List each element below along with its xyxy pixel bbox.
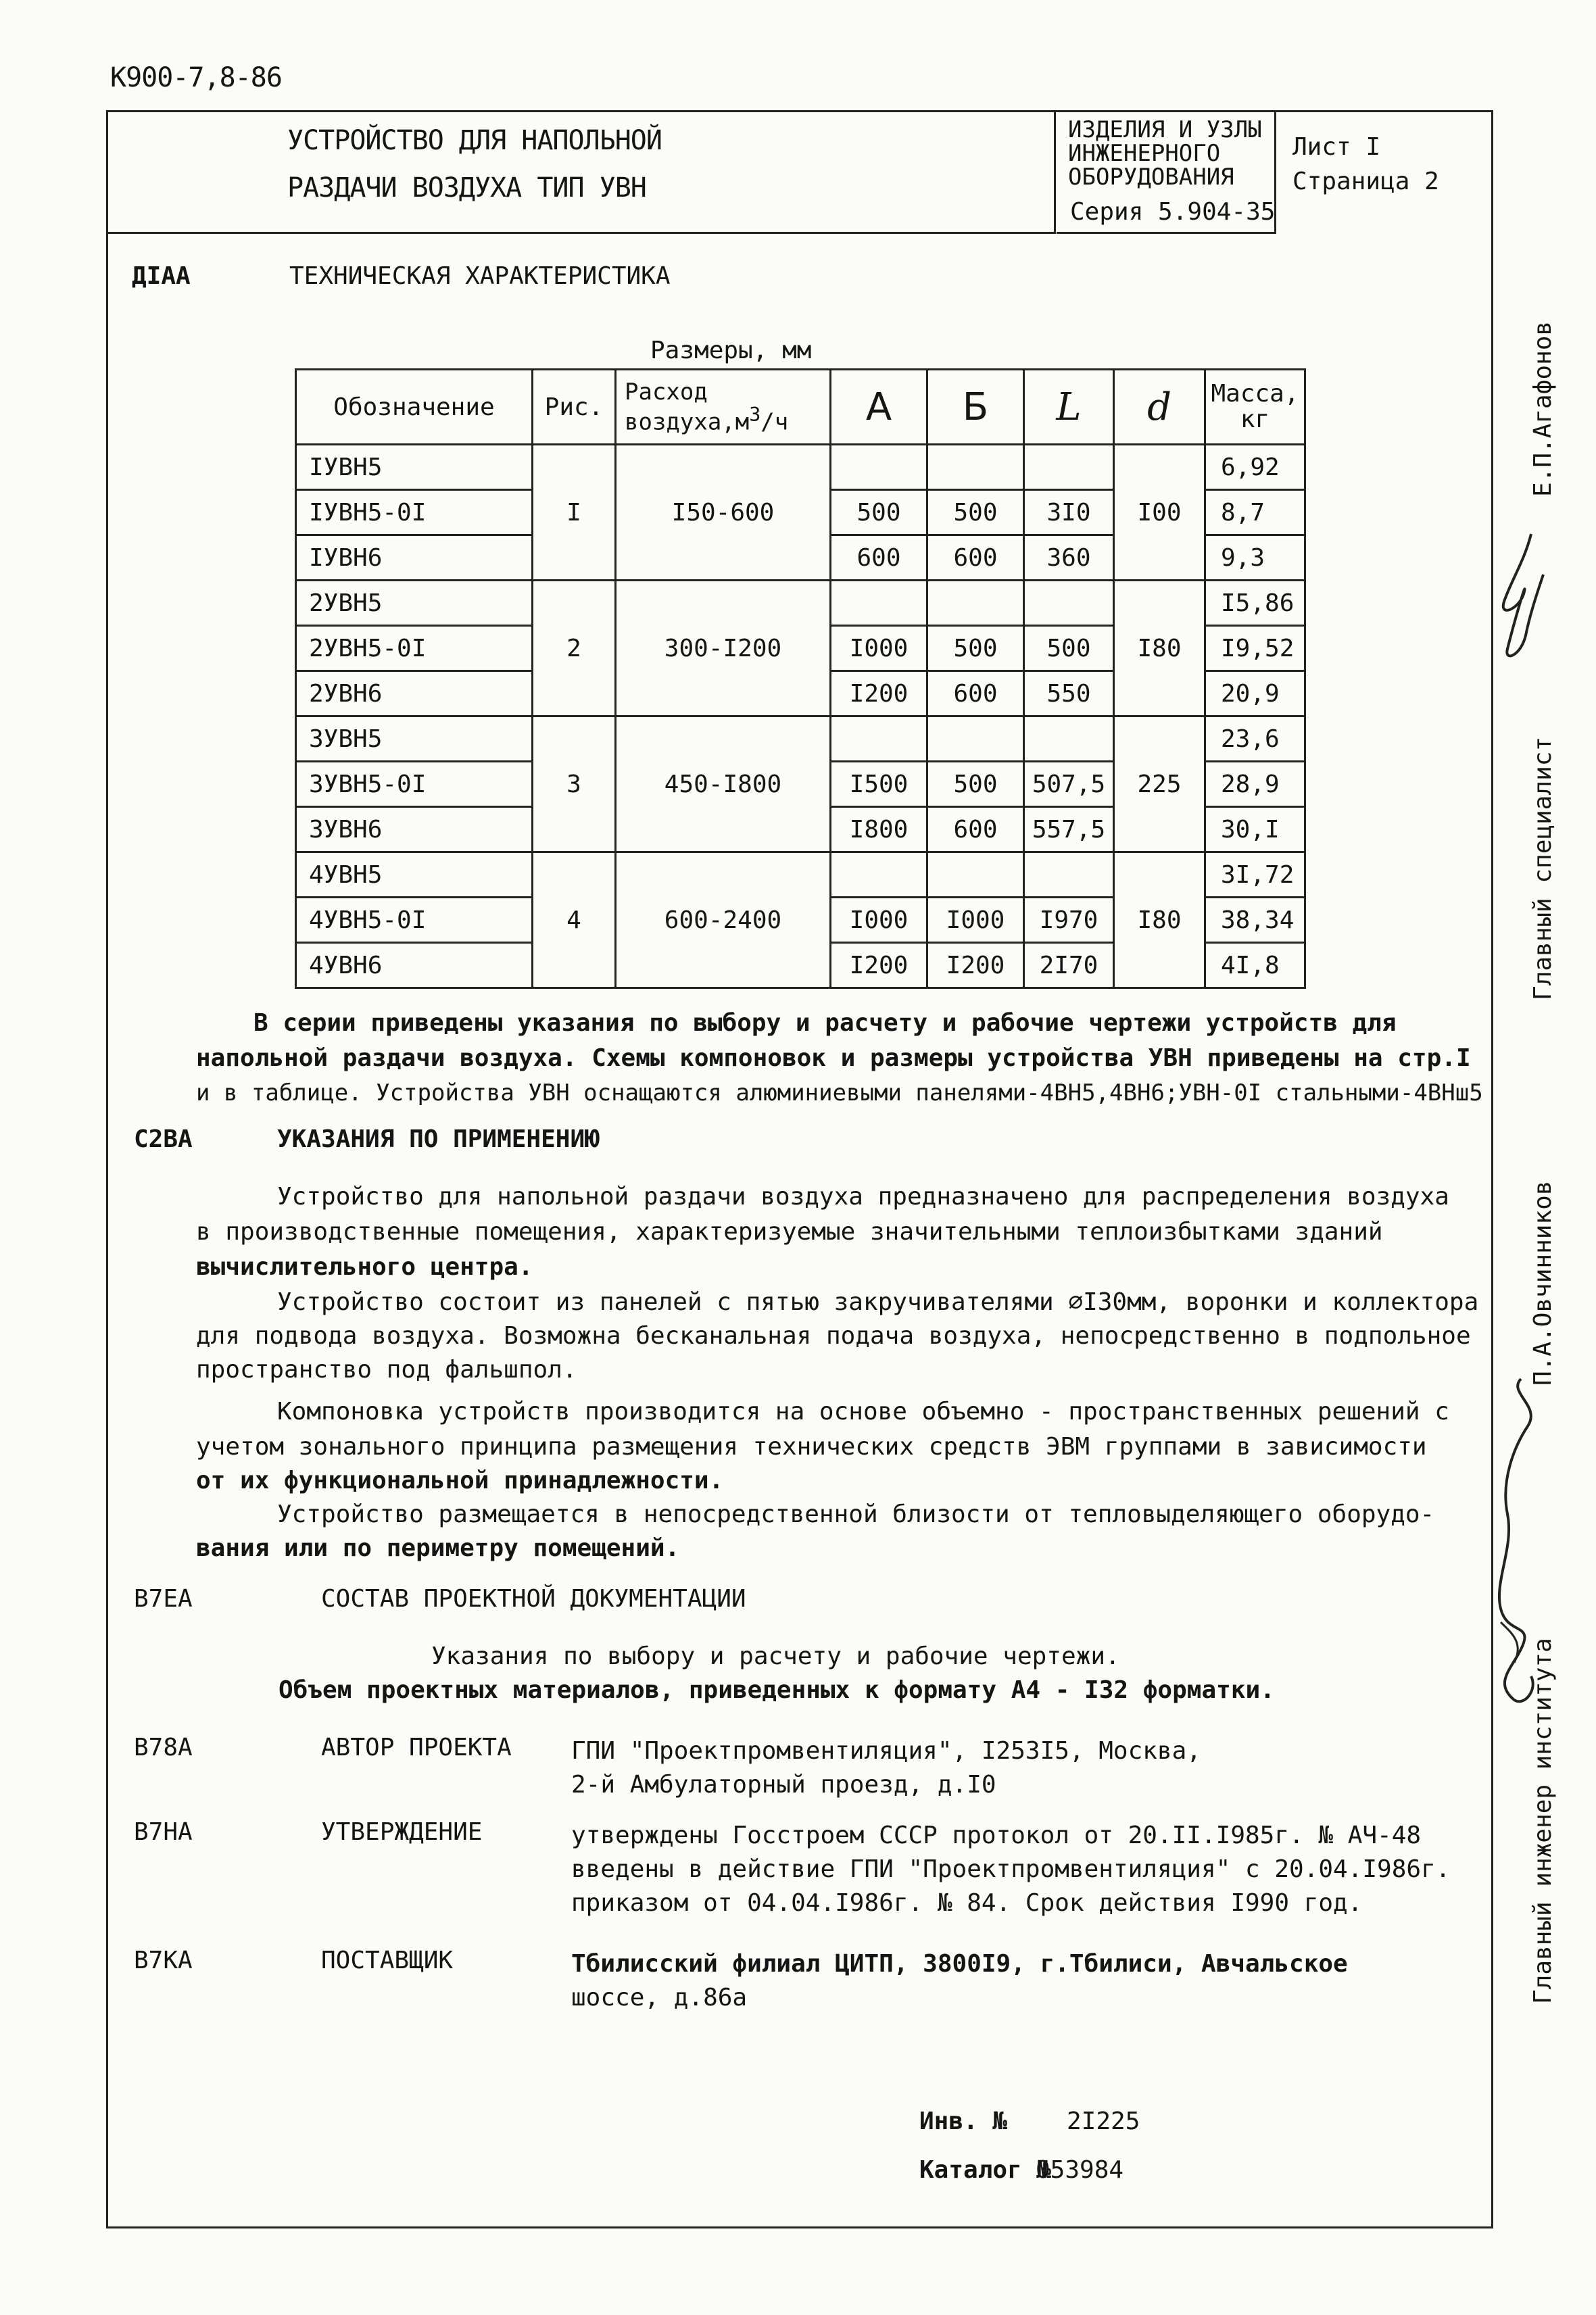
cell-fig: I: [533, 445, 616, 581]
cell-a: [831, 445, 927, 490]
table-row: [296, 581, 1305, 626]
table-row: [296, 852, 1305, 898]
cell-flow: 300-I200: [616, 581, 831, 716]
cell-flow: 600-2400: [616, 852, 831, 988]
cell-b: [927, 852, 1024, 898]
cell-mass: 6,92: [1205, 445, 1305, 490]
cell-designation: IУВН6: [296, 535, 533, 581]
cell-l: 557,5: [1024, 807, 1114, 852]
header-flow: [616, 370, 831, 445]
approval-line-2: введены в действие ГПИ "Проектпромвентиляция" с 20.04.I986г.: [571, 1855, 1451, 1883]
cell-a: I500: [831, 762, 927, 807]
page-number: Страница 2: [1292, 168, 1439, 195]
cell-mass: 4I,8: [1205, 943, 1305, 988]
usage-line-11: вания или по периметру помещений.: [196, 1534, 680, 1562]
header-a: А: [831, 370, 927, 445]
cell-mass: 3I,72: [1205, 852, 1305, 898]
cell-mass: 9,3: [1205, 535, 1305, 581]
cell-a: I200: [831, 943, 927, 988]
cell-b: 600: [927, 535, 1024, 581]
cell-l: [1024, 581, 1114, 626]
cell-flow: 450-I800: [616, 716, 831, 852]
inventory-value: 2I225: [1067, 2107, 1140, 2135]
header-l: L: [1024, 370, 1114, 445]
cell-a: [831, 716, 927, 762]
cell-b: 600: [927, 807, 1024, 852]
cell-a: [831, 852, 927, 898]
approval-line-3: приказом от 04.04.I986г. № 84. Срок действия I990 год.: [571, 1889, 1363, 1917]
cell-designation: 2УВН5: [296, 581, 533, 626]
cell-l: 360: [1024, 535, 1114, 581]
section-label-author: АВТОР ПРОЕКТА: [321, 1734, 512, 1761]
supplier-line-1: Тбилисский филиал ЦИТП, 3800I9, г.Тбилиси, Авчальское: [571, 1950, 1348, 1978]
title-line-1: УСТРОЙСТВО ДЛЯ НАПОЛЬНОЙ: [287, 125, 662, 156]
cell-a: [831, 581, 927, 626]
cell-a: I200: [831, 671, 927, 716]
cell-b: [927, 445, 1024, 490]
header-flow-sup: 3: [749, 403, 761, 426]
usage-line-4: Устройство состоит из панелей с пятью закручивателями ∅I30мм, воронки и коллектора: [277, 1288, 1479, 1316]
cell-designation: 4УВН5: [296, 852, 533, 898]
usage-line-10: Устройство размещается в непосредственной близости от тепловыделяющего оборудо-: [277, 1501, 1435, 1528]
section-label-supplier: ПОСТАВЩИК: [321, 1947, 454, 1974]
cell-mass: 23,6: [1205, 716, 1305, 762]
category-line-1: ИЗДЕЛИЯ И УЗЛЫ: [1068, 116, 1262, 143]
side-person-1: Е.П.Агафонов: [1529, 320, 1557, 497]
signature-1: [1484, 520, 1558, 676]
category-line-2: ИНЖЕНЕРНОГО: [1068, 140, 1221, 167]
cell-a: 500: [831, 490, 927, 535]
cell-fig: 2: [533, 581, 616, 716]
side-person-2: П.А.Овчинников: [1529, 1180, 1557, 1386]
cell-b: [927, 581, 1024, 626]
table-row: [296, 445, 1305, 490]
author-line-2: 2-й Амбулаторный проезд, д.I0: [571, 1771, 996, 1799]
cell-b: I200: [927, 943, 1024, 988]
header-flow-line1: Расход: [625, 378, 708, 406]
header-d: d: [1114, 370, 1205, 445]
cell-l: 507,5: [1024, 762, 1114, 807]
cell-mass: 20,9: [1205, 671, 1305, 716]
section-code-author: В78А: [134, 1734, 193, 1761]
cell-d: 225: [1114, 716, 1205, 852]
cell-l: 3I0: [1024, 490, 1114, 535]
author-line-1: ГПИ "Проектпромвентиляция", I253I5, Москва,: [571, 1737, 1201, 1765]
intro-line-2: напольной раздачи воздуха. Схемы компоновок и размеры устройства УВН приведены на стр.I: [196, 1044, 1471, 1072]
category-line-3: ОБОРУДОВАНИЯ: [1068, 164, 1234, 191]
cell-l: [1024, 445, 1114, 490]
cell-flow: I50-600: [616, 445, 831, 581]
section-code-tech: ДIАА: [132, 262, 191, 290]
cell-designation: 3УВН5: [296, 716, 533, 762]
cell-designation: 2УВН5-0I: [296, 626, 533, 671]
cell-mass: 30,I: [1205, 807, 1305, 852]
signature-2: [1474, 1365, 1555, 1710]
inventory-label: Инв. №: [919, 2107, 1008, 2135]
section-title-docs: СОСТАВ ПРОЕКТНОЙ ДОКУМЕНТАЦИИ: [321, 1585, 746, 1613]
header-flow-line2: воздуха,м: [625, 408, 750, 436]
cell-b: 500: [927, 626, 1024, 671]
cell-b: 600: [927, 671, 1024, 716]
cell-b: 500: [927, 490, 1024, 535]
usage-line-2: в производственные помещения, характеризуемые значительными теплоизбытками зданий: [196, 1218, 1383, 1246]
cell-d: I00: [1114, 445, 1205, 581]
cell-mass: 8,7: [1205, 490, 1305, 535]
intro-line-3: и в таблице. Устройства УВН оснащаются алюминиевыми панелями-4ВН5,4ВН6;УВН-0I стальными-4ВНш5: [196, 1079, 1483, 1106]
cell-b: 500: [927, 762, 1024, 807]
cell-mass: 28,9: [1205, 762, 1305, 807]
cell-mass: I5,86: [1205, 581, 1305, 626]
usage-line-8: учетом зонального принципа размещения технических средств ЭВМ группами в зависимости: [196, 1433, 1427, 1461]
usage-line-3: вычислительного центра.: [196, 1253, 533, 1281]
cell-d: I80: [1114, 852, 1205, 988]
cell-d: I80: [1114, 581, 1205, 716]
section-code-approval: В7НА: [134, 1818, 193, 1846]
series-label: Серия 5.904-35: [1070, 198, 1276, 226]
cell-fig: 3: [533, 716, 616, 852]
cell-l: 2I70: [1024, 943, 1114, 988]
document-code: К900-7,8-86: [110, 62, 282, 93]
catalog-label: Каталог №: [919, 2156, 1052, 2184]
usage-line-7: Компоновка устройств производится на основе объемно - пространственных решений с: [277, 1398, 1449, 1425]
cell-l: [1024, 852, 1114, 898]
approval-line-1: утверждены Госстроем СССР протокол от 20.II.I985г. № АЧ-48: [571, 1822, 1422, 1849]
supplier-line-2: шоссе, д.86а: [571, 1984, 748, 2012]
side-role-1: Главный специалист: [1529, 736, 1557, 1000]
cell-l: 550: [1024, 671, 1114, 716]
intro-line-1: В серии приведены указания по выбору и расчету и рабочие чертежи устройств для: [253, 1009, 1397, 1037]
cell-designation: 2УВН6: [296, 671, 533, 716]
cell-a: I000: [831, 898, 927, 943]
cell-mass: I9,52: [1205, 626, 1305, 671]
section-code-usage: С2ВА: [134, 1125, 193, 1153]
cell-l: I970: [1024, 898, 1114, 943]
cell-a: I800: [831, 807, 927, 852]
usage-line-9: от их функциональной принадлежности.: [196, 1467, 724, 1494]
header-fig: Рис.: [533, 370, 616, 445]
docs-line-1: Указания по выбору и расчету и рабочие чертежи.: [431, 1642, 1120, 1670]
cell-designation: IУВН5-0I: [296, 490, 533, 535]
cell-l: [1024, 716, 1114, 762]
usage-line-1: Устройство для напольной раздачи воздуха предназначено для распределения воздуха: [277, 1183, 1449, 1211]
section-code-docs: В7ЕА: [134, 1585, 193, 1613]
header-flow-unit: /ч: [760, 408, 789, 436]
cell-designation: IУВН5: [296, 445, 533, 490]
header-b: Б: [927, 370, 1024, 445]
header-mass-line1: Масса,: [1211, 380, 1299, 408]
cell-designation: 3УВН5-0I: [296, 762, 533, 807]
section-title-usage: УКАЗАНИЯ ПО ПРИМЕНЕНИЮ: [277, 1125, 600, 1153]
docs-line-2: Объем проектных материалов, приведенных к формату А4 - I32 форматки.: [279, 1676, 1275, 1704]
sheet-number: Лист I: [1292, 133, 1381, 161]
usage-line-5: для подвода воздуха. Возможна бесканальная подача воздуха, непосредственно в подпольное: [196, 1322, 1471, 1350]
section-title-tech: ТЕХНИЧЕСКАЯ ХАРАКТЕРИСТИКА: [289, 262, 671, 290]
cell-a: I000: [831, 626, 927, 671]
cell-designation: 4УВН6: [296, 943, 533, 988]
cell-designation: 4УВН5-0I: [296, 898, 533, 943]
table-caption: Размеры, мм: [650, 337, 812, 364]
section-label-approval: УТВЕРЖДЕНИЕ: [321, 1818, 483, 1846]
usage-line-6: пространство под фальшпол.: [196, 1356, 577, 1384]
cell-mass: 38,34: [1205, 898, 1305, 943]
title-line-2: РАЗДАЧИ ВОЗДУХА ТИП УВН: [287, 172, 646, 203]
cell-fig: 4: [533, 852, 616, 988]
cell-b: [927, 716, 1024, 762]
cell-designation: 3УВН6: [296, 807, 533, 852]
catalog-value: 053984: [1036, 2156, 1124, 2184]
side-role-2: Главный инженер института: [1529, 1638, 1557, 2004]
cell-a: 600: [831, 535, 927, 581]
section-code-supplier: В7КА: [134, 1947, 193, 1974]
table-row: [296, 716, 1305, 762]
header-mass-line2: кг: [1240, 406, 1270, 433]
cell-l: 500: [1024, 626, 1114, 671]
spec-table: [295, 368, 1306, 989]
header-mass: [1205, 370, 1305, 445]
header-designation: Обозначение: [296, 370, 533, 445]
cell-b: I000: [927, 898, 1024, 943]
